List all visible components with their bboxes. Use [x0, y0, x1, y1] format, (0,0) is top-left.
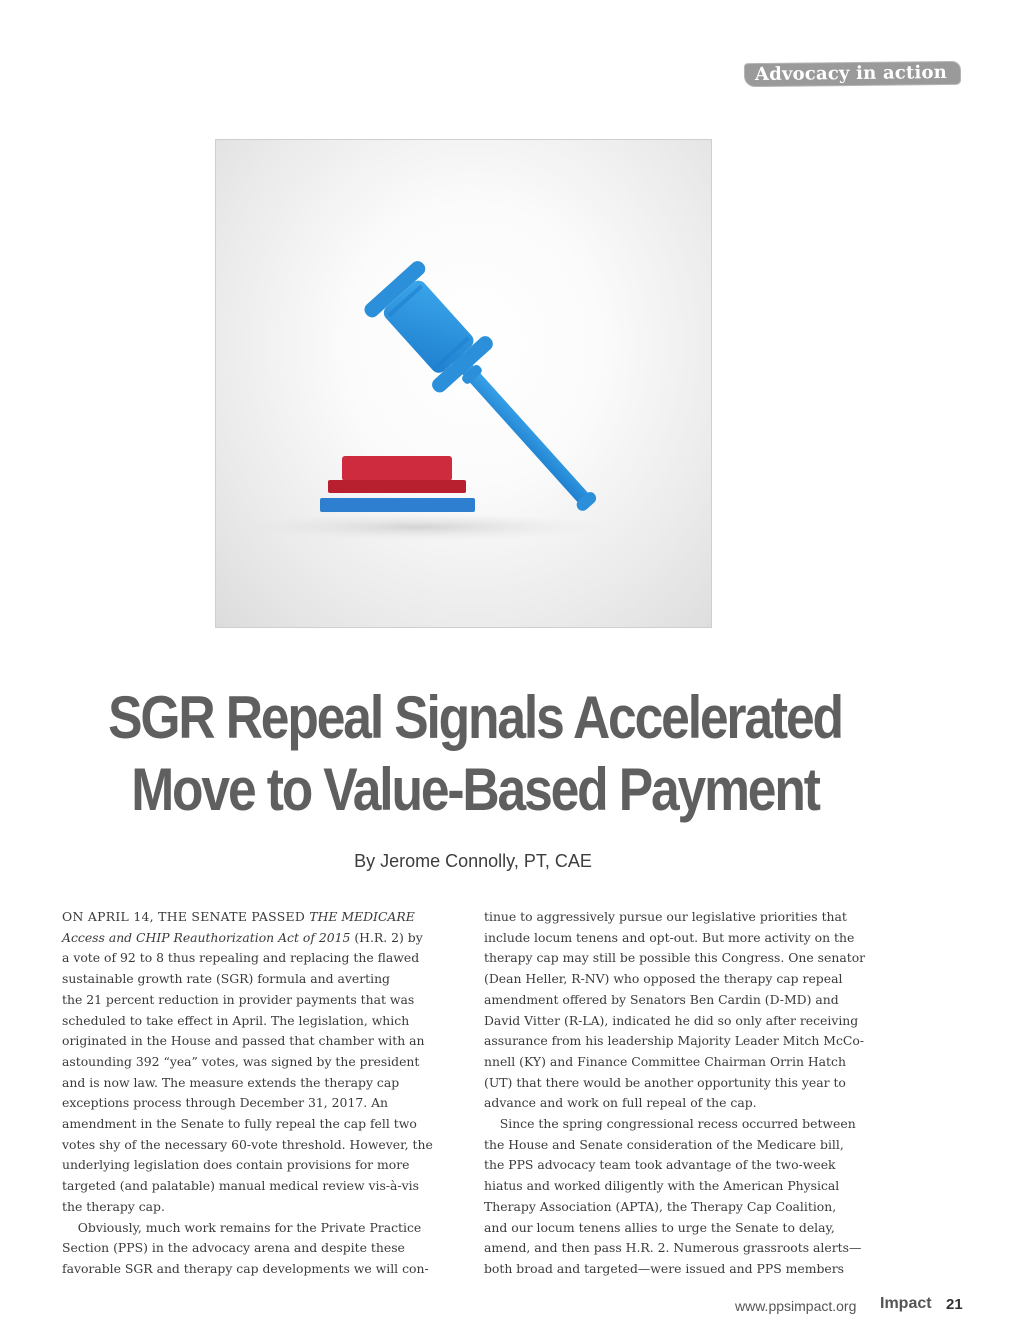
sound-block-mid	[328, 480, 466, 493]
body-line: nnell (KY) and Finance Committee Chairman Orrin Hatch	[484, 1053, 846, 1069]
headline-line-2: Move to Value-Based Payment	[131, 756, 819, 823]
body-line: hiatus and worked diligently with the American Physical	[484, 1178, 840, 1194]
body-line: targeted (and palatable) manual medical review vis-à-vis	[62, 1178, 419, 1194]
body-line: amendment in the Senate to fully repeal the cap fell two	[62, 1116, 417, 1132]
section-tag	[745, 62, 960, 86]
body-line: originated in the House and passed that chamber with an	[62, 1033, 425, 1049]
floor-shadow	[228, 513, 608, 541]
lead-in: ON APRIL 14, THE SENATE PASSED	[62, 909, 310, 924]
body-text: (H.R. 2) by	[350, 929, 423, 945]
body-line: the therapy cap.	[62, 1198, 165, 1214]
body-line: Since the spring congressional recess occurred between	[484, 1116, 856, 1132]
body-line: and is now law. The measure extends the therapy cap	[62, 1074, 400, 1090]
body-line: Therapy Association (APTA), the Therapy Cap Coalition,	[484, 1198, 837, 1214]
body-line: (Dean Heller, R-NV) who opposed the therapy cap repeal	[484, 971, 843, 987]
sound-block-top	[342, 456, 452, 481]
body-line	[62, 907, 462, 928]
footer-brand: Impact	[880, 1295, 932, 1312]
body-line: a vote of 92 to 8 thus repealing and replacing the flawed	[62, 950, 420, 966]
body-line: Obviously, much work remains for the Private Practice	[62, 1219, 422, 1235]
body-line: both broad and targeted—were issued and PPS members	[484, 1260, 844, 1276]
body-line: David Vitter (R-LA), indicated he did so only after receiving	[484, 1012, 859, 1028]
headline	[101, 682, 849, 826]
page-number: 21	[946, 1296, 963, 1313]
body-line: amend, and then pass H.R. 2. Numerous grassroots alerts—	[484, 1240, 862, 1256]
body-line: the PPS advocacy team took advantage of the two-week	[484, 1157, 836, 1173]
body-line: sustainable growth rate (SGR) formula and averting	[62, 971, 390, 987]
body-line: amendment offered by Senators Ben Cardin (D-MD) and	[484, 991, 839, 1007]
byline: By Jerome Connolly, PT, CAE	[354, 851, 592, 871]
body-line: the House and Senate consideration of the Medicare bill,	[484, 1136, 844, 1152]
body-line: exceptions process through December 31, 2017. An	[62, 1095, 389, 1111]
sound-block-base	[320, 498, 475, 512]
body-line: include locum tenens and opt-out. But more activity on the	[484, 929, 855, 945]
body-line: astounding 392 “yea” votes, was signed by the president	[62, 1053, 420, 1069]
hero-illustration	[215, 139, 712, 628]
body-line: therapy cap may still be possible this Congress. One senator	[484, 950, 866, 966]
page-footer	[0, 1296, 1024, 1316]
body-line: advance and work on full repeal of the cap.	[484, 1095, 757, 1111]
footer-url[interactable]: www.ppsimpact.org	[735, 1298, 857, 1314]
act-title-cont: Access and CHIP Reauthorization Act of 2015	[62, 929, 351, 945]
body-line: favorable SGR and therapy cap developments we will con-	[62, 1260, 429, 1276]
body-line: underlying legislation does contain provisions for more	[62, 1157, 410, 1173]
body-line	[62, 928, 462, 949]
body-line: scheduled to take effect in April. The legislation, which	[62, 1012, 410, 1028]
act-title: THE MEDICARE	[309, 909, 415, 924]
body-line: votes shy of the necessary 60-vote threshold. However, the	[62, 1136, 433, 1152]
section-tag-label: Advocacy in action	[754, 62, 948, 86]
article-column-right	[484, 907, 884, 1280]
body-line: (UT) that there would be another opportunity this year to	[484, 1074, 846, 1090]
body-line: assurance from his leadership Majority Leader Mitch McCo-	[484, 1033, 865, 1049]
body-line: Section (PPS) in the advocacy arena and despite these	[62, 1240, 405, 1256]
body-line: the 21 percent reduction in provider payments that was	[62, 991, 415, 1007]
body-line: and our locum tenens allies to urge the Senate to delay,	[484, 1219, 835, 1235]
headline-line-1: SGR Repeal Signals Accelerated	[108, 684, 842, 751]
body-line: tinue to aggressively pursue our legislative priorities that	[484, 909, 847, 924]
gavel-icon	[216, 140, 712, 628]
article-column-left	[62, 907, 462, 1280]
